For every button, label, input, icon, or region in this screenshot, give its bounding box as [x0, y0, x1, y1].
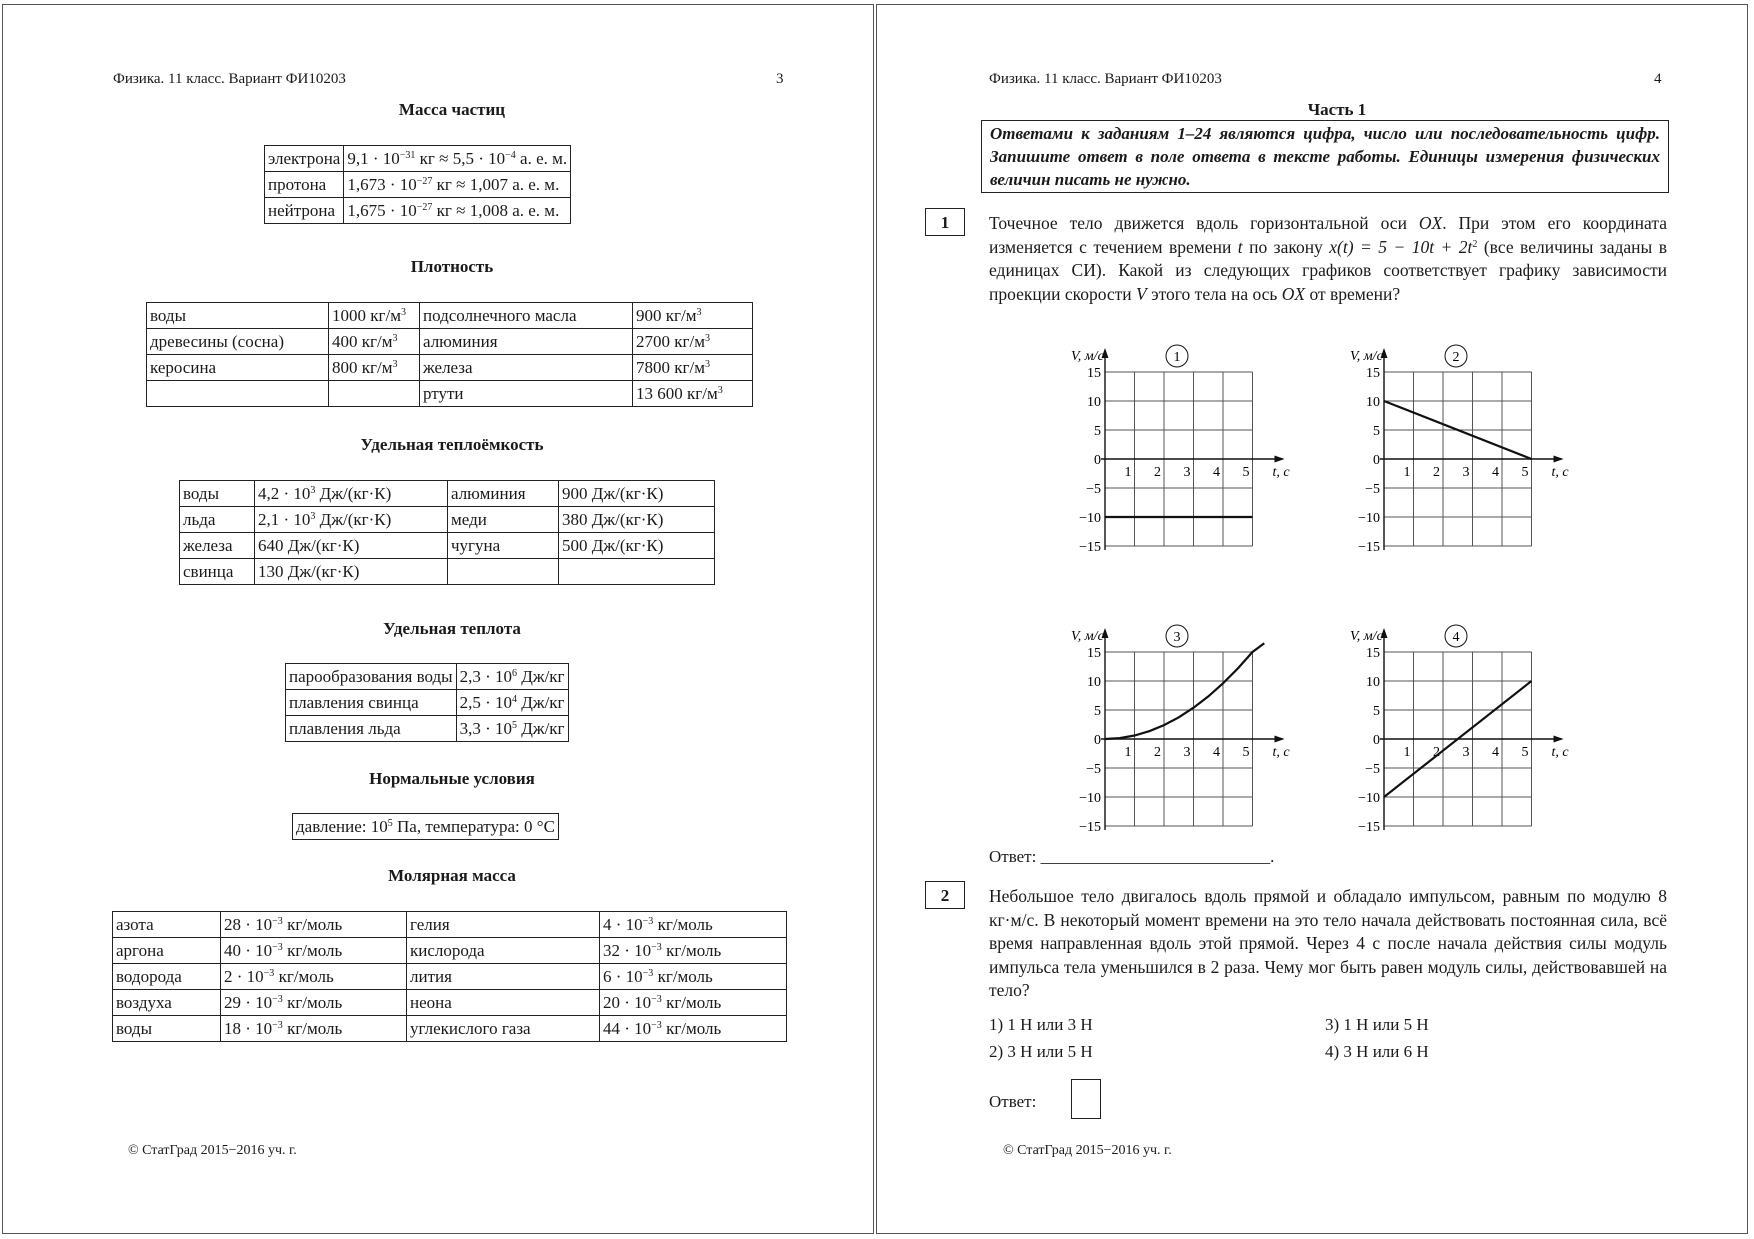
- table-row: [147, 329, 753, 355]
- question-text: Точечное тело движется вдоль горизонтальной оси OX. При этом его координата изменяется с течением времени t по закону $x(t) = 5 - 10t + 2t^2$ (все величины заданы в единицах СИ). Какой из следующих графиков соответствует графику зависимости проекции скорости V этого тела на ось OX от времени?: [989, 213, 1667, 304]
- cell-name: плавления свинца: [286, 690, 457, 716]
- x-tick-label: 1: [1403, 745, 1411, 760]
- y-tick-label: 15: [1087, 366, 1101, 381]
- cell-name: аргона: [113, 938, 221, 964]
- particle-mass-table: [264, 145, 571, 224]
- y-tick-label: −5: [1365, 482, 1380, 497]
- cell-value: $44 \cdot 10^{-3}$ кг/моль: [600, 1016, 787, 1042]
- page-right: [876, 4, 1748, 1234]
- x-axis-title: t, с: [1272, 465, 1290, 480]
- y-axis-title: V, м/с: [1350, 349, 1383, 364]
- page-footer: © СтатГрад 2015−2016 уч. г.: [128, 1143, 297, 1158]
- cell-value: 130 Дж/(кг·К): [255, 559, 448, 585]
- table-row: [113, 990, 787, 1016]
- cell-value: 1000 $кг/м^3$: [329, 303, 420, 329]
- x-axis-title: t, с: [1551, 745, 1569, 760]
- cell-value: $18 \cdot 10^{-3}$ кг/моль: [221, 1016, 407, 1042]
- velocity-graph-1: [1071, 345, 1290, 555]
- cell-value: $32 \cdot 10^{-3}$ кг/моль: [600, 938, 787, 964]
- graph-label: 2: [1452, 350, 1460, 365]
- cell-value: $40 \cdot 10^{-3}$ кг/моль: [221, 938, 407, 964]
- cell-value: $2,5 \cdot 10^4$ Дж/кг: [456, 690, 568, 716]
- cell-value: 800 $кг/м^3$: [329, 355, 420, 381]
- x-tick-label: 5: [1521, 745, 1529, 760]
- y-tick-label: −5: [1365, 762, 1380, 777]
- question-number: 1: [925, 208, 965, 236]
- y-tick-label: −15: [1079, 820, 1101, 835]
- specific-heat-table: [285, 663, 569, 742]
- x-tick-label: 2: [1154, 745, 1161, 760]
- answer-box[interactable]: [1071, 1079, 1101, 1119]
- y-tick-label: 10: [1087, 675, 1101, 690]
- table-row: [265, 198, 571, 224]
- molar-mass-table: [112, 911, 787, 1042]
- cell-name: азота: [113, 912, 221, 938]
- table-row: [293, 814, 559, 840]
- heat-capacity-title: Удельная теплоёмкость: [360, 435, 544, 454]
- cell-value: [559, 559, 715, 585]
- cell-name: нейтрона: [265, 198, 344, 224]
- x-tick-label: 4: [1492, 465, 1499, 480]
- y-axis-title: V, м/с: [1071, 629, 1104, 644]
- cell-name: воды: [180, 481, 255, 507]
- table-row: [113, 1016, 787, 1042]
- cell-name: алюминия: [420, 329, 633, 355]
- cell-name: железа: [180, 533, 255, 559]
- cell-value: 640 Дж/(кг·К): [255, 533, 448, 559]
- cell-name: [147, 381, 329, 407]
- y-tick-label: 5: [1373, 424, 1380, 439]
- answer-line[interactable]: ___________________________.: [1040, 847, 1275, 866]
- cell-name: лития: [407, 964, 600, 990]
- cell-name: ртути: [420, 381, 633, 407]
- table-row: [147, 355, 753, 381]
- y-tick-label: 10: [1366, 675, 1380, 690]
- graph-label: 4: [1452, 630, 1460, 645]
- y-axis-title: V, м/с: [1071, 349, 1104, 364]
- table-row: [147, 303, 753, 329]
- cell-name: углекислого газа: [407, 1016, 600, 1042]
- cell-value: 900 Дж/(кг·К): [559, 481, 715, 507]
- y-tick-label: −10: [1079, 791, 1101, 806]
- y-tick-label: 0: [1094, 453, 1101, 468]
- cell-value: $20 \cdot 10^{-3}$ кг/моль: [600, 990, 787, 1016]
- x-tick-label: 1: [1124, 745, 1132, 760]
- x-tick-label: 4: [1213, 745, 1220, 760]
- option-1[interactable]: 1) 1 Н или 3 Н: [989, 1015, 1093, 1034]
- y-tick-label: −10: [1358, 791, 1380, 806]
- cell-name: водорода: [113, 964, 221, 990]
- y-tick-label: 15: [1366, 366, 1380, 381]
- x-axis-title: t, с: [1272, 745, 1290, 760]
- x-tick-label: 2: [1433, 745, 1440, 760]
- molar-mass-title: Молярная масса: [388, 866, 516, 885]
- cell-value: давление: $10^5$ Па, температура: 0 °С: [293, 814, 559, 840]
- table-row: [286, 690, 569, 716]
- y-tick-label: −15: [1358, 540, 1380, 555]
- cell-name: электрона: [265, 146, 344, 172]
- particle-mass-title: Масса частиц: [398, 100, 506, 119]
- page-number: 3: [776, 71, 784, 87]
- graph-label: 1: [1173, 350, 1181, 365]
- y-tick-label: 5: [1094, 424, 1101, 439]
- question-text: Небольшое тело двигалось вдоль прямой и обладало импульсом, равным по модулю 8 кг·м/с. В некоторый момент времени на это тело начала действовать постоянная сила, всё время направленная вдоль этой прямой. Через 4 с после начала действия силы модуль импульса тела уменьшился в 2 раза. Чему мог быть равен модуль силы, действовавшей на тело?: [989, 886, 1667, 1000]
- cell-name: льда: [180, 507, 255, 533]
- cell-value: $2 \cdot 10^{-3}$ кг/моль: [221, 964, 407, 990]
- cell-value: $9,1 \cdot 10^{-31}$ кг ≈ $5,5 \cdot 10^{-4}$ а. е. м.: [344, 146, 571, 172]
- table-row: [286, 664, 569, 690]
- page-number: 4: [1654, 71, 1662, 87]
- x-tick-label: 5: [1521, 465, 1529, 480]
- cell-name: подсолнечного масла: [420, 303, 633, 329]
- cell-name: керосина: [147, 355, 329, 381]
- cell-name: чугуна: [448, 533, 559, 559]
- density-table: [146, 302, 753, 407]
- table-row: [180, 533, 715, 559]
- y-tick-label: 0: [1373, 453, 1380, 468]
- y-tick-label: −15: [1079, 540, 1101, 555]
- page-left: [2, 4, 874, 1234]
- cell-value: $28 \cdot 10^{-3}$ кг/моль: [221, 912, 407, 938]
- x-tick-label: 3: [1183, 465, 1191, 480]
- cell-value: $2,3 \cdot 10^6$ Дж/кг: [456, 664, 568, 690]
- x-tick-label: 3: [1462, 465, 1470, 480]
- x-tick-label: 1: [1124, 465, 1132, 480]
- y-tick-label: 15: [1366, 646, 1380, 661]
- page-header: Физика. 11 класс. Вариант ФИ10203: [113, 71, 346, 87]
- cell-value: $3,3 \cdot 10^5$ Дж/кг: [456, 716, 568, 742]
- x-axis-arrow: [1554, 736, 1564, 743]
- answer-label: Ответ: ___________________________.: [989, 847, 1275, 866]
- table-row: [147, 381, 753, 407]
- cell-value: 900 $кг/м^3$: [633, 303, 753, 329]
- option-2[interactable]: 2) 3 Н или 5 Н: [989, 1042, 1093, 1061]
- cell-name: алюминия: [448, 481, 559, 507]
- y-axis-title: V, м/с: [1350, 629, 1383, 644]
- normal-conditions-box: [292, 813, 559, 840]
- table-row: [265, 146, 571, 172]
- specific-heat-title: Удельная теплота: [383, 619, 521, 638]
- x-tick-label: 5: [1242, 465, 1250, 480]
- cell-name: плавления льда: [286, 716, 457, 742]
- y-tick-label: −5: [1086, 482, 1101, 497]
- cell-value: $1,675 \cdot 10^{-27}$ кг ≈ 1,008 а. е. м.: [344, 198, 571, 224]
- cell-name: гелия: [407, 912, 600, 938]
- velocity-graph-4: [1350, 625, 1569, 835]
- answer-label: Ответ:: [989, 1092, 1037, 1111]
- x-tick-label: 1: [1403, 465, 1411, 480]
- x-axis-title: t, с: [1551, 465, 1569, 480]
- instruction-box: Ответами к заданиям 1–24 являются цифра, число или последовательность цифр. Запишите ответ в поле ответа в тексте работы. Единицы измерения физических величин писать не нужно.: [981, 120, 1669, 193]
- y-tick-label: 10: [1087, 395, 1101, 410]
- cell-name: воздуха: [113, 990, 221, 1016]
- y-tick-label: −5: [1086, 762, 1101, 777]
- cell-value: 7800 $кг/м^3$: [633, 355, 753, 381]
- x-tick-label: 3: [1183, 745, 1191, 760]
- cell-value: 380 Дж/(кг·К): [559, 507, 715, 533]
- y-tick-label: −10: [1358, 511, 1380, 526]
- cell-name: свинца: [180, 559, 255, 585]
- density-title: Плотность: [410, 257, 494, 276]
- x-axis-arrow: [1275, 736, 1285, 743]
- y-tick-label: −10: [1079, 511, 1101, 526]
- cell-name: меди: [448, 507, 559, 533]
- page-footer: © СтатГрад 2015−2016 уч. г.: [1003, 1143, 1172, 1158]
- velocity-graph-2: [1350, 345, 1569, 555]
- table-row: [113, 964, 787, 990]
- y-tick-label: 0: [1094, 733, 1101, 748]
- x-tick-label: 4: [1492, 745, 1499, 760]
- cell-name: воды: [147, 303, 329, 329]
- x-tick-label: 2: [1154, 465, 1161, 480]
- x-axis-arrow: [1554, 456, 1564, 463]
- x-axis-arrow: [1275, 456, 1285, 463]
- cell-name: [448, 559, 559, 585]
- series-line: [1105, 643, 1264, 739]
- table-row: [180, 507, 715, 533]
- option-3[interactable]: 3) 1 Н или 5 Н: [1325, 1015, 1429, 1034]
- cell-value: $4 \cdot 10^{-3}$ кг/моль: [600, 912, 787, 938]
- x-tick-label: 4: [1213, 465, 1220, 480]
- option-4[interactable]: 4) 3 Н или 6 Н: [1325, 1042, 1429, 1061]
- cell-value: $29 \cdot 10^{-3}$ кг/моль: [221, 990, 407, 1016]
- x-tick-label: 5: [1242, 745, 1250, 760]
- cell-name: древесины (сосна): [147, 329, 329, 355]
- page-header: Физика. 11 класс. Вариант ФИ10203: [989, 71, 1222, 87]
- table-row: [113, 938, 787, 964]
- x-tick-label: 3: [1462, 745, 1470, 760]
- y-tick-label: 5: [1373, 704, 1380, 719]
- cell-value: 500 Дж/(кг·К): [559, 533, 715, 559]
- cell-value: 400 $кг/м^3$: [329, 329, 420, 355]
- graph-label: 3: [1173, 630, 1181, 645]
- cell-name: воды: [113, 1016, 221, 1042]
- table-row: [113, 912, 787, 938]
- cell-value: $6 \cdot 10^{-3}$ кг/моль: [600, 964, 787, 990]
- cell-name: кислорода: [407, 938, 600, 964]
- y-tick-label: 10: [1366, 395, 1380, 410]
- heat-capacity-table: [179, 480, 715, 585]
- cell-value: 13 600 $кг/м^3$: [633, 381, 753, 407]
- cell-name: парообразования воды: [286, 664, 457, 690]
- cell-value: $2,1 \cdot 10^3$ Дж/(кг·К): [255, 507, 448, 533]
- x-tick-label: 2: [1433, 465, 1440, 480]
- cell-name: протона: [265, 172, 344, 198]
- table-row: [265, 172, 571, 198]
- cell-name: неона: [407, 990, 600, 1016]
- normal-conditions-title: Нормальные условия: [369, 769, 535, 788]
- cell-value: 2700 $кг/м^3$: [633, 329, 753, 355]
- velocity-graph-3: [1071, 625, 1290, 835]
- table-row: [286, 716, 569, 742]
- y-tick-label: 15: [1087, 646, 1101, 661]
- question-number: 2: [925, 881, 965, 909]
- y-tick-label: −15: [1358, 820, 1380, 835]
- cell-value: $4,2 \cdot 10^3$ Дж/(кг·К): [255, 481, 448, 507]
- cell-value: $1,673 \cdot 10^{-27}$ кг ≈ 1,007 а. е. м.: [344, 172, 571, 198]
- cell-value: [329, 381, 420, 407]
- part-title: Часть 1: [1307, 100, 1367, 119]
- table-row: [180, 559, 715, 585]
- y-tick-label: 5: [1094, 704, 1101, 719]
- table-row: [180, 481, 715, 507]
- y-tick-label: 0: [1373, 733, 1380, 748]
- cell-name: железа: [420, 355, 633, 381]
